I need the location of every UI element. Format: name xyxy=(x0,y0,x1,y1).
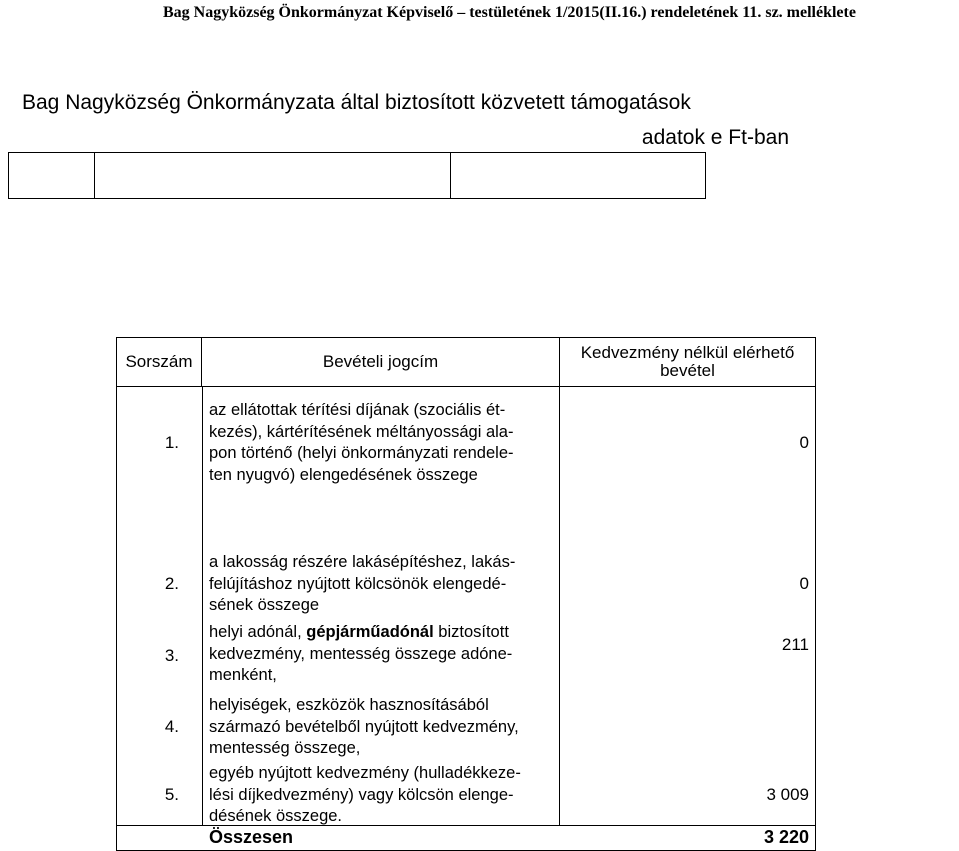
total-label: Összesen xyxy=(209,827,294,847)
column-divider xyxy=(202,387,203,825)
empty-header-box xyxy=(8,152,706,199)
row-title xyxy=(209,763,554,828)
row-title-line: a lakosság részére lakásépítéshez, lakás- xyxy=(209,553,516,571)
table-header xyxy=(117,338,815,387)
row-title-line: helyi adónál, gépjárműadónál biztosított xyxy=(209,623,509,641)
row-value: 0 xyxy=(799,433,809,452)
bold-term: gépjárműadónál xyxy=(306,623,434,641)
row-number: 4. xyxy=(164,717,179,736)
row-title xyxy=(209,695,554,760)
unit-label: adatok e Ft-ban xyxy=(641,126,789,149)
page-title: Bag Nagyközség Önkormányzata által biztosított közvetett támogatások xyxy=(22,91,691,114)
row-title-line: sének összege xyxy=(209,596,320,614)
header-number: Sorszám xyxy=(117,338,202,386)
row-title-line: pon történő (helyi önkormányzati rendele- xyxy=(209,444,514,462)
row-title-line: egyéb nyújtott kedvezmény (hulladékkeze- xyxy=(209,764,521,782)
row-title-line: felújításhoz nyújtott kölcsönök elengedé- xyxy=(209,574,507,593)
row-title xyxy=(209,552,554,617)
row-title-line: származó bevételből nyújtott kedvezmény, xyxy=(209,717,519,736)
header-revenue: Kedvezmény nélkül elérhető bevétel xyxy=(580,343,795,380)
row-title-line: lési díjkedvezmény) vagy kölcsön elenge- xyxy=(209,785,514,804)
row-number: 1. xyxy=(164,433,179,452)
row-title-line: kezés), kártérítésének méltányossági ala- xyxy=(209,422,514,441)
row-title-line: az ellátottak térítési díjának (szociális ét- xyxy=(209,401,506,419)
row-number: 5. xyxy=(164,785,179,804)
support-table xyxy=(116,337,816,851)
row-value: 0 xyxy=(799,574,809,593)
table-body xyxy=(117,387,815,825)
row-value: 211 xyxy=(781,635,809,654)
annex-header: Bag Nagyközség Önkormányzat Képviselő – testületének 1/2015(II.16.) rendeletének 11. sz. melléklete xyxy=(163,4,856,21)
column-divider xyxy=(559,387,560,825)
row-title-line: ten nyugvó) elengedésének összege xyxy=(209,465,478,484)
row-value: 3 009 xyxy=(766,785,809,804)
row-title-line: menként, xyxy=(209,666,277,684)
row-title xyxy=(209,622,554,687)
total-row xyxy=(117,825,815,850)
header-title: Bevételi jogcím xyxy=(202,338,560,386)
row-number: 3. xyxy=(164,646,179,665)
box-divider xyxy=(94,153,95,198)
box-divider xyxy=(450,153,451,198)
row-title-line: kedvezmény, mentesség összege adóne- xyxy=(209,644,513,663)
row-number: 2. xyxy=(164,574,179,593)
row-title-line: mentesség összege, xyxy=(209,739,361,757)
row-title xyxy=(209,400,554,486)
row-title-line: désének összege. xyxy=(209,807,343,825)
row-title-line: helyiségek, eszközök hasznosításából xyxy=(209,696,489,714)
total-value: 3 220 xyxy=(763,827,809,847)
